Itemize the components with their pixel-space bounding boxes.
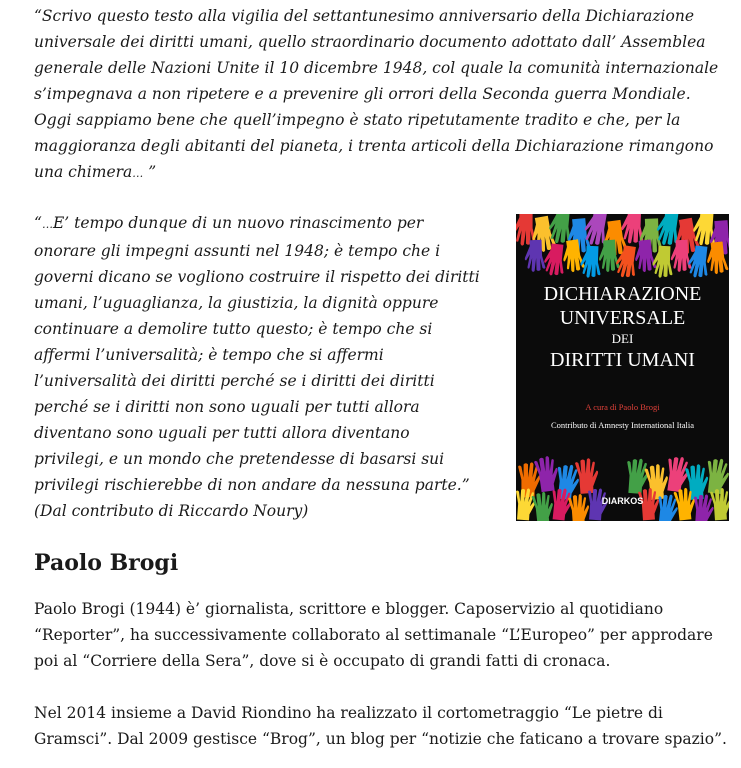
intro-quote-line: universale dei diritti umani, quello straordinario documento adottato dall’ Assemblea — [34, 33, 706, 51]
bio-line: Paolo Brogi (1944) è’ giornalista, scrittore e blogger. Caposervizio al quotidiano — [34, 600, 664, 618]
intro-quote-line: maggioranza degli abitanti del pianeta, i trenta articoli della Dichiarazione rimangono — [34, 137, 714, 155]
intro-quote — [34, 3, 734, 187]
intro-quote-line: “Scrivo questo testo alla vigilia del settantunesimo anniversario della Dichiarazione — [34, 7, 694, 25]
quote-attribution: (Dal contributo di Riccardo Noury) — [34, 502, 309, 520]
noury-quote — [34, 210, 492, 524]
bio-line: poi al “Corriere della Sera”, dove si è occupato di grandi fatti di cronaca. — [34, 652, 611, 670]
cover-title-line: UNIVERSALE — [559, 307, 686, 329]
noury-quote-line: umani, l’uguaglianza, la giustizia, la dignità oppure — [34, 294, 439, 312]
cover-title-line: DEI — [611, 331, 634, 346]
noury-quote-line: affermi l’universalità; è tempo che si affermi — [34, 346, 384, 364]
bio-line: Nel 2014 insieme a David Riondino ha realizzato il cortometraggio “Le pietre di — [34, 704, 663, 722]
cover-publisher-logo: DIARKOS — [601, 496, 644, 506]
cover-editor: A cura di Paolo Brogi — [585, 402, 660, 412]
cover-title-line: DIRITTI UMANI — [550, 349, 695, 371]
intro-quote-line: una chimera — [34, 163, 133, 181]
bio-line: “Reporter”, ha successivamente collaborato al settimanale “L’Europeo” per approdare — [34, 626, 713, 644]
intro-quote-line: generale delle Nazioni Unite il 10 dicembre 1948, col quale la comunità internazionale — [34, 59, 719, 77]
quote-open: “ — [34, 214, 42, 232]
noury-quote-line: perché se i diritti non sono uguali per tutti allora — [34, 398, 420, 416]
intro-quote-line: s’impegnava a non ripetere e a prevenire gli orrori della Seconda guerra Mondiale. — [34, 85, 691, 103]
noury-quote-line: privilegi, e un mondo che pretendesse di basarsi sui — [34, 450, 445, 468]
ellipsis: … — [41, 218, 53, 231]
noury-quote-line: onorare gli impegni assunti nel 1948; è tempo che i — [34, 242, 441, 260]
noury-quote-line: diventano sono uguali per tutti allora diventano — [34, 424, 410, 442]
bio-line: Gramsci”. Dal 2009 gestisce “Brog”, un blog per “notizie che faticano a trovare spazio”. — [34, 730, 727, 748]
noury-quote-line: E’ tempo dunque di un nuovo rinascimento per — [52, 214, 424, 232]
author-heading: Paolo Brogi — [34, 550, 179, 576]
quote-close: ” — [143, 163, 157, 181]
noury-quote-line: privilegi rischierebbe di non andare da nessuna parte.” — [34, 476, 470, 494]
noury-quote-line: governi dicano se vogliono costruire il rispetto dei diritti — [34, 268, 480, 286]
cover-contribution: Contributo di Amnesty International Italia — [550, 420, 695, 430]
noury-quote-line: continuare a demolire tutto questo; è tempo che si — [34, 320, 433, 338]
ellipsis: … — [132, 167, 144, 180]
author-bio-paragraph — [34, 596, 734, 674]
book-cover-image — [516, 214, 729, 521]
noury-quote-line: l’universalità dei diritti perché se i diritti dei diritti — [34, 372, 435, 390]
intro-quote-line: Oggi sappiamo bene che quell’impegno è stato ripetutamente tradito e che, per la — [34, 111, 681, 129]
author-bio-paragraph — [34, 700, 734, 752]
cover-title-line: DICHIARAZIONE — [543, 283, 702, 305]
